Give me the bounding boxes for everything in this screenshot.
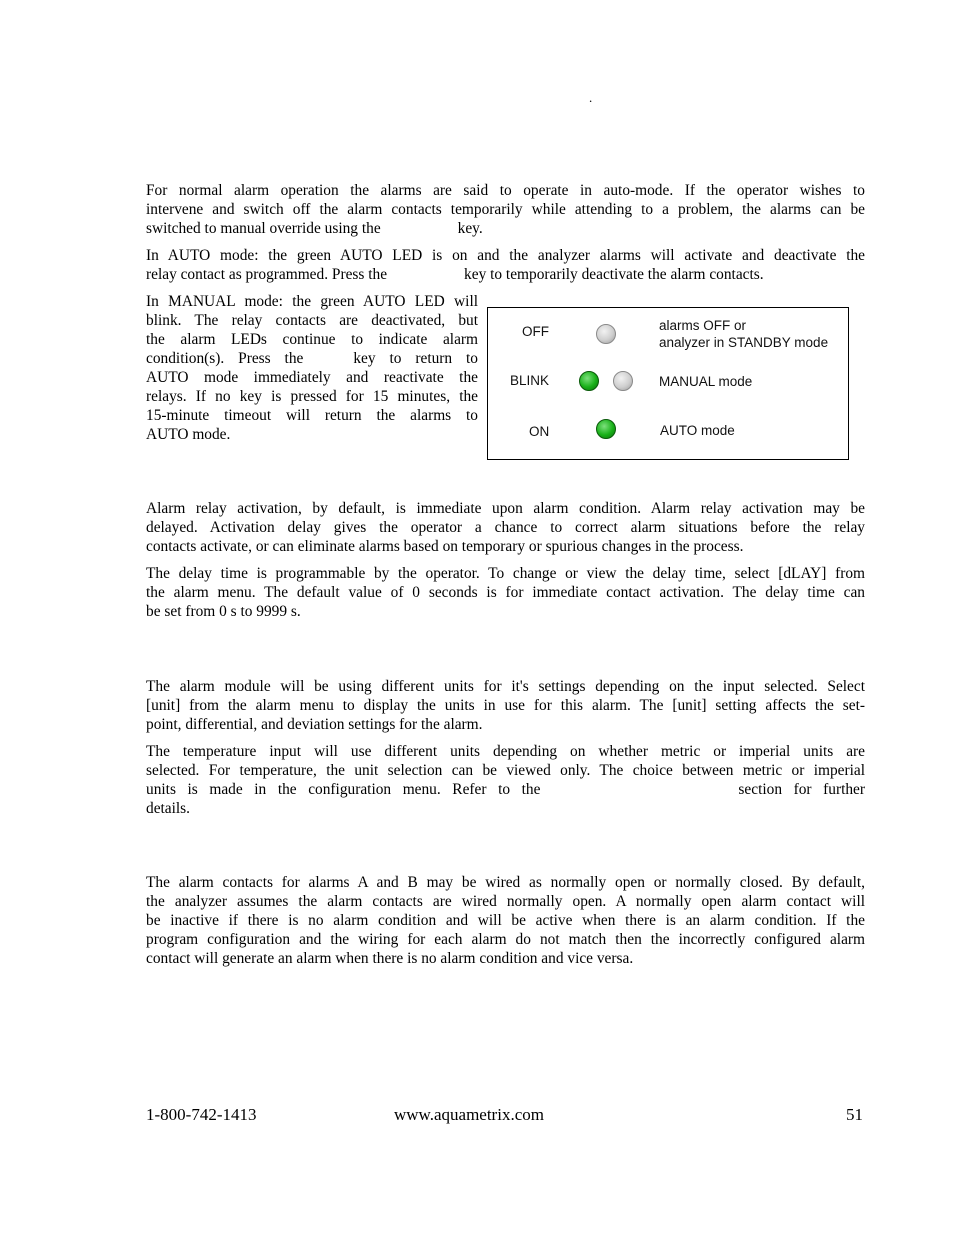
footer-phone: 1-800-742-1413	[146, 1105, 257, 1124]
text-line: the analyzer assumes the alarm contacts are wired normally open. A normally open alarm contact will	[146, 893, 865, 910]
text-line: AUTO mode immediately and reactivate the	[146, 369, 478, 386]
text-line: selected. For temperature, the unit selection can be viewed only. The choice between metric or imperial	[146, 762, 865, 779]
text-line: In AUTO mode: the green AUTO LED is on and the analyzer alarms will activate and deactivate the	[146, 247, 865, 264]
text-line: relays. If no key is pressed for 15 minutes, the	[146, 388, 478, 405]
paragraph-relay-delay	[146, 499, 865, 556]
footer-page-number: 51	[846, 1105, 863, 1124]
text-fragment: key to temporarily deactivate the alarm contacts.	[464, 266, 764, 283]
text-line: AUTO mode.	[146, 426, 231, 443]
text-line	[146, 265, 865, 284]
text-fragment: units is made in the configuration menu. Refer to the	[146, 781, 541, 798]
text-fragment: section for further	[738, 781, 865, 798]
text-line	[146, 219, 865, 238]
text-line	[146, 780, 865, 799]
text-line: be set from 0 s to 9999 s.	[146, 603, 301, 620]
text-line: blink. The relay contacts are deactivated, but	[146, 312, 478, 329]
led-description-line: analyzer in STANDBY mode	[659, 335, 829, 350]
paragraph-contact-wiring	[146, 873, 865, 968]
footer-website: www.aquametrix.com	[394, 1105, 544, 1124]
text-line	[146, 349, 478, 368]
text-line: the alarm menu. The default value of 0 seconds is for immediate contact activation. The delay time can	[146, 584, 865, 601]
led-description-off	[659, 317, 828, 351]
text-line: For normal alarm operation the alarms are said to operate in auto-mode. If the operator wishes to	[146, 182, 865, 199]
text-fragment: condition(s). Press the	[146, 350, 304, 367]
page-mark: .	[589, 90, 593, 105]
text-line: details.	[146, 800, 191, 817]
led-green-icon	[579, 371, 599, 391]
paragraph-auto-mode-intro	[146, 181, 865, 238]
led-state-label-off: OFF	[522, 324, 549, 339]
led-state-label-blink: BLINK	[510, 373, 550, 388]
text-line: program configuration and the wiring for each alarm do not match then the incorrectly configured alarm	[146, 931, 865, 948]
text-line: [unit] from the alarm menu to display the units in use for this alarm. The [unit] setting affects the set-	[146, 697, 865, 714]
led-gray-icon	[596, 324, 616, 344]
text-line: Alarm relay activation, by default, is immediate upon alarm condition. Alarm relay activation may be	[146, 500, 865, 517]
paragraph-alarm-units	[146, 677, 865, 734]
led-green-icon	[596, 419, 616, 439]
text-line: The alarm contacts for alarms A and B may be wired as normally open or normally closed. By default,	[146, 874, 865, 891]
text-line: contact will generate an alarm when there is no alarm condition and vice versa.	[146, 950, 634, 967]
paragraph-temperature-units	[146, 742, 865, 818]
text-line: intervene and switch off the alarm contacts temporarily while attending to a problem, the alarms can be	[146, 201, 865, 218]
text-line: the alarm LEDs continue to indicate alarm	[146, 331, 478, 348]
paragraph-manual-mode	[146, 292, 478, 444]
led-description-blink: MANUAL mode	[659, 374, 753, 389]
text-line: contacts activate, or can eliminate alarms based on temporary or spurious changes in the process.	[146, 538, 744, 555]
led-description-on: AUTO mode	[660, 423, 735, 438]
text-fragment: key to return to	[353, 350, 478, 367]
text-line: 15-minute timeout will return the alarms to	[146, 407, 478, 424]
paragraph-delay-time	[146, 564, 865, 621]
text-fragment: relay contact as programmed. Press the	[146, 266, 388, 283]
led-state-label-on: ON	[529, 424, 550, 439]
text-line: The delay time is programmable by the operator. To change or view the delay time, select [dLAY] from	[146, 565, 865, 582]
led-gray-icon	[613, 371, 633, 391]
text-line: delayed. Activation delay gives the operator a chance to correct alarm situations before the relay	[146, 519, 865, 536]
text-line: In MANUAL mode: the green AUTO LED will	[146, 293, 478, 310]
text-line: be inactive if there is no alarm condition and will be active when there is an alarm condition. If the	[146, 912, 865, 929]
text-line: point, differential, and deviation settings for the alarm.	[146, 716, 483, 733]
led-description-line: alarms OFF or	[659, 318, 747, 333]
text-line: The alarm module will be using different units for it's settings depending on the input selected. Select	[146, 678, 865, 695]
text-fragment: switched to manual override using the	[146, 220, 381, 237]
led-status-figure	[487, 307, 849, 460]
paragraph-auto-mode	[146, 246, 865, 284]
text-fragment: key.	[457, 220, 483, 237]
text-line: The temperature input will use different units depending on whether metric or imperial units are	[146, 743, 865, 760]
